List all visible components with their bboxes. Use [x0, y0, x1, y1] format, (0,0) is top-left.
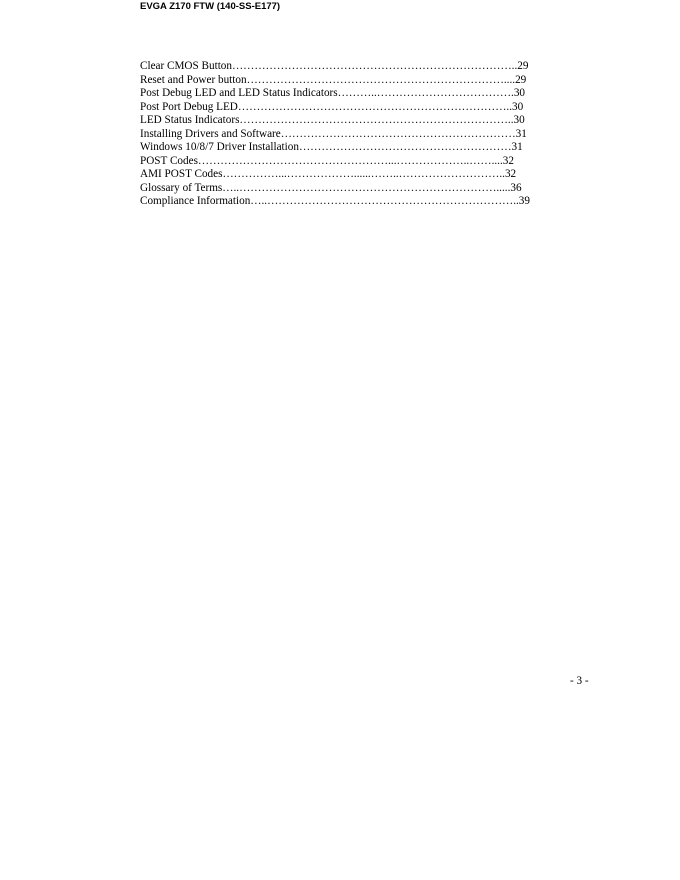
- toc-entry-windows-driver-installation: Windows 10/8/7 Driver Installation…………………………………………………31: [140, 141, 523, 153]
- toc-entry-clear-cmos-button: Clear CMOS Button…………………………………………………………………..29: [140, 60, 529, 72]
- toc-entry-led-status-indicators: LED Status Indicators………………………………………………………………..30: [140, 114, 525, 126]
- page-header-title: EVGA Z170 FTW (140-SS-E177): [140, 1, 281, 12]
- toc-entry-reset-and-power-button: Reset and Power button……………………………………………………………....29: [140, 73, 527, 86]
- toc-entry-compliance-information: Compliance Information…..…………………………………………………………..39: [140, 195, 530, 207]
- toc-entry-ami-post-codes: AMI POST Codes……………...………………......……..………………………..32: [140, 168, 517, 180]
- toc-entry-post-debug-led: Post Debug LED and LED Status Indicators………..……………………………….30: [140, 87, 526, 99]
- toc-entry-post-port-debug-led: Post Port Debug LED………………………………………………………………..30: [140, 100, 524, 113]
- toc-entry-glossary-of-terms: Glossary of Terms…..…………………………………………………………….....36: [140, 181, 522, 194]
- page-number: - 3 -: [570, 675, 589, 687]
- toc-entry-post-codes: POST Codes……………………………………………...………………..……....32: [140, 154, 514, 167]
- toc-entry-installing-drivers: Installing Drivers and Software………………………………………………………31: [140, 127, 527, 140]
- table-of-contents: [140, 60, 560, 209]
